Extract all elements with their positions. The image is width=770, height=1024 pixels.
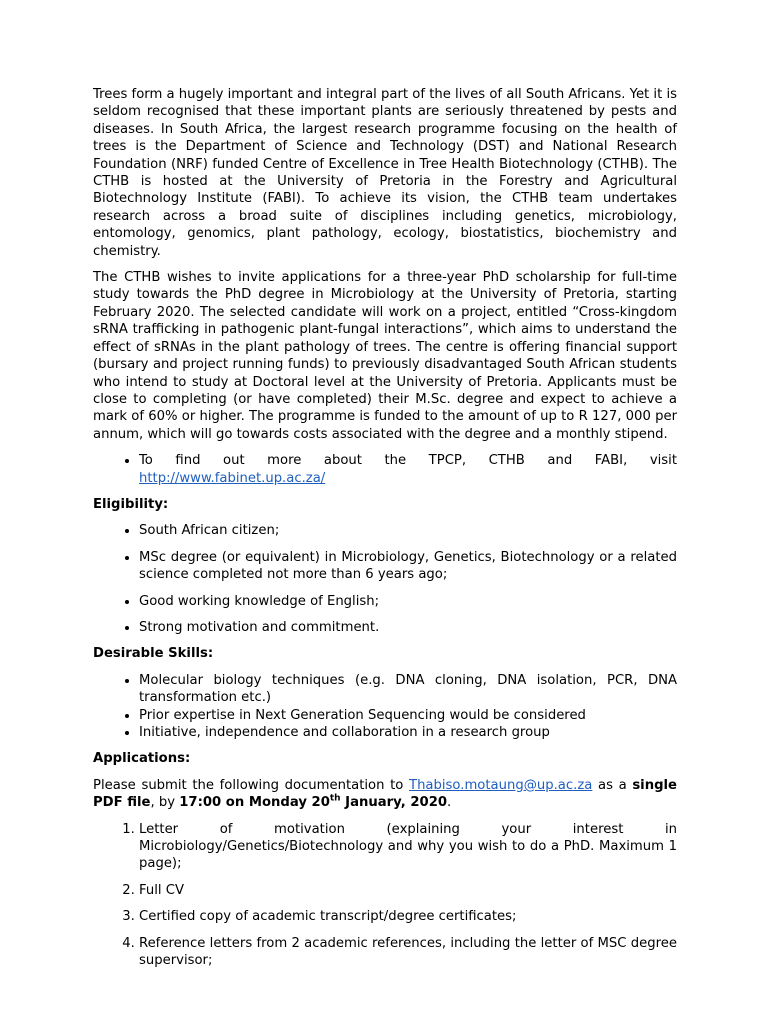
deadline-suffix: January, 2020 [340, 795, 448, 811]
eligibility-item: • Good working knowledge of English; [139, 593, 677, 610]
applications-intro-middle: as a [592, 777, 633, 793]
info-bullet-text: To find out more about the TPCP, CTHB and FABI, visit [139, 453, 677, 469]
applications-heading: Applications: [93, 751, 191, 767]
deadline [179, 795, 447, 810]
eligibility-item: • South African citizen; [139, 522, 677, 539]
deadline-prefix: 17:00 on Monday 20 [179, 795, 330, 811]
eligibility-heading: Eligibility: [93, 496, 169, 512]
info-bullet [139, 452, 677, 487]
skills-list [93, 672, 677, 742]
fabinet-link[interactable]: http://www.fabinet.up.ac.za/ [139, 470, 326, 486]
document-item: 1. Letter of motivation (explaining your interest in Microbiology/Genetics/Biotechnology and why you wish to do a PhD. Maximum 1 page); [139, 821, 677, 873]
eligibility-list [93, 522, 677, 636]
documents-list [93, 821, 677, 970]
applications-intro-prefix: Please submit the following documentation to [93, 777, 410, 793]
document-item: 4. Reference letters from 2 academic references, including the letter of MSC degree supervisor; [139, 935, 677, 970]
skills-item: • Initiative, independence and collaboration in a research group [139, 724, 677, 741]
intro-paragraph-2: The CTHB wishes to invite applications for a three-year PhD scholarship for full-time study towards the PhD degree in Microbiology at the University of Pretoria, starting February 2020. The selected candidate will work on a project, entitled “Cross-kingdom sRNA trafficking in pathogenic plant-fungal interactions”, which aims to understand the effect of sRNAs in the plant pathology of trees. The centre is offering financial support (bursary and project running funds) to previously disadvantaged South African students who intend to study at Doctoral level at the University of Pretoria. Applicants must be close to completing (or have completed) their M.Sc. degree and expect to achieve a mark of 60% or higher. The programme is funded to the amount of up to R 127, 000 per annum, which will go towards costs associated with the degree and a monthly stipend. [93, 270, 677, 442]
applications-intro-by: , by [150, 795, 180, 811]
intro-paragraph-1: Trees form a hugely important and integral part of the lives of all South Africans. Yet it is seldom recognised that these important plants are seriously threatened by pests and diseases. In South Africa, the largest research programme focusing on the health of trees is the Department of Science and Technology (DST) and National Research Foundation (NRF) funded Centre of Excellence in Tree Health Biotechnology (CTHB). The CTHB is hosted at the University of Pretoria in the Forestry and Agricultural Biotechnology Institute (FABI). To achieve its vision, the CTHB team undertakes research across a broad suite of disciplines including genetics, microbiology, entomology, genomics, plant pathology, ecology, biostatistics, biochemistry and chemistry. [93, 87, 677, 259]
document-item: 2. Full CV [139, 882, 677, 899]
skills-heading: Desirable Skills: [93, 646, 214, 662]
skills-item: • Molecular biology techniques (e.g. DNA cloning, DNA isolation, PCR, DNA transformation etc.) [139, 672, 677, 707]
info-list [93, 452, 677, 487]
contact-email-link[interactable]: Thabiso.motaung@up.ac.za [409, 777, 593, 793]
format-requirement: single PDF file [93, 777, 677, 811]
eligibility-item: • Strong motivation and commitment. [139, 619, 677, 636]
applications-intro [93, 777, 677, 812]
document-page [93, 86, 677, 978]
document-item: 3. Certified copy of academic transcript/degree certificates; [139, 908, 677, 925]
skills-item: • Prior expertise in Next Generation Sequencing would be considered [139, 707, 677, 724]
deadline-sup: th [329, 793, 341, 804]
eligibility-item: • MSc degree (or equivalent) in Microbiology, Genetics, Biotechnology or a related science completed not more than 6 years ago; [139, 549, 677, 584]
applications-intro-end: . [447, 795, 452, 811]
